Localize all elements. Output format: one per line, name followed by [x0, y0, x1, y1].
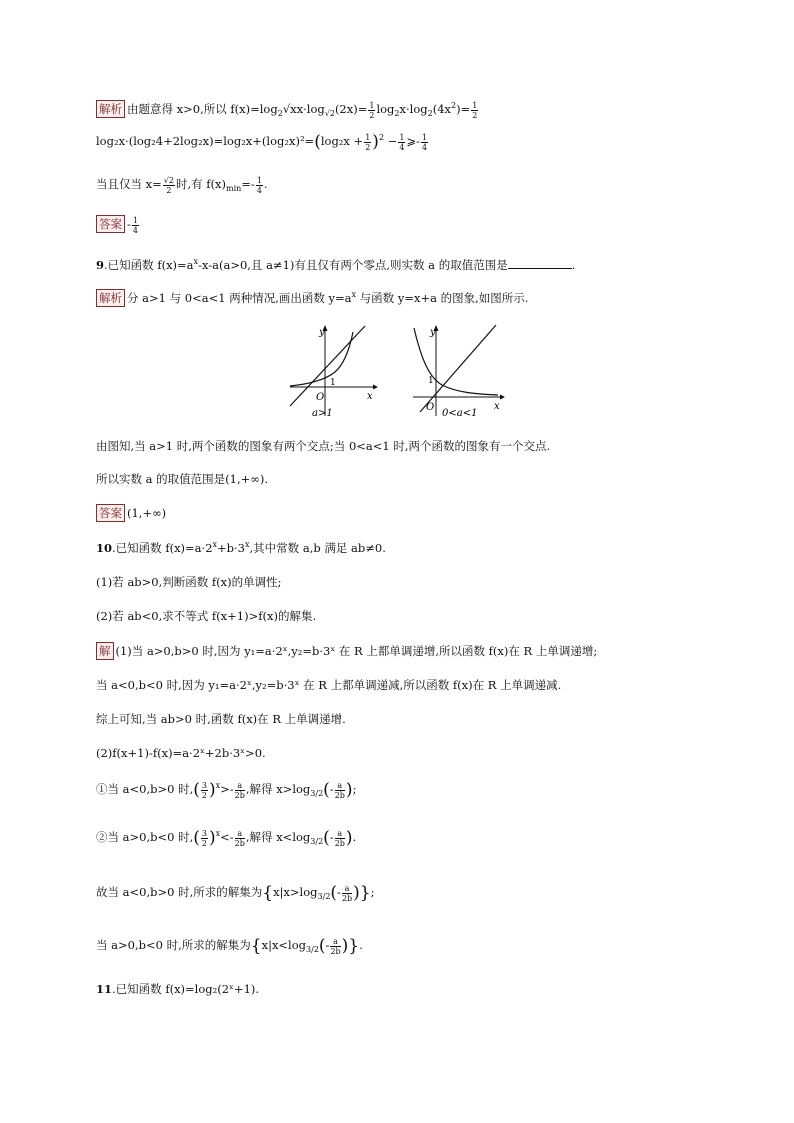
sol9-line2: 由图知,当 a>1 时,两个函数的图象有两个交点;当 0<a<1 时,两个函数的图象有一个交点.	[96, 439, 551, 453]
sol8-line3: 当且仅当 x= $\frac{√2}{2}$ 时,有 $f(x)_{min}=-$ $\frac{1}{4}$ .	[96, 175, 268, 195]
question-9-number: 9	[96, 258, 105, 272]
origin-label: O	[316, 392, 325, 403]
sol10-line6: ②当 a>0,b<0 时,( $\frac{3}{2}$ )$^x$<- $\frac{a}{2b}$ ,解得 $x<\log_{3/2}(-$ $\frac{a}{2b}$ ).	[96, 828, 357, 848]
sol9-line3: 所以实数 a 的取值范围是(1,+∞).	[96, 472, 268, 486]
svg-text:O: O	[426, 402, 435, 413]
sol8-l1-pre: 由题意得 x>0,所以 f(x)=log	[127, 102, 278, 116]
question-10-number: 10	[96, 541, 113, 555]
graph-a-greater-1	[285, 322, 380, 422]
solution-tag: 解	[96, 642, 114, 660]
svg-text:1: 1	[428, 376, 434, 386]
question-11: 11.已知函数 f(x)=log₂(2ˣ+1).	[96, 982, 260, 996]
question-11-number: 11	[96, 982, 113, 996]
graph-a-between-0-1	[408, 322, 508, 422]
svg-text:y: y	[430, 327, 436, 338]
graph1-caption: a>1	[312, 408, 333, 419]
answer-tag: 答案	[96, 504, 125, 522]
sol10-line2: 当 a<0,b<0 时,因为 y₁=a·2ˣ,y₂=b·3ˣ 在 R 上都单调递减,所以函数 f(x)在 R 上单调递减.	[96, 678, 562, 692]
question-10-part1: (1)若 ab>0,判断函数 f(x)的单调性;	[96, 575, 282, 589]
svg-text:x: x	[494, 401, 500, 412]
one-label: 1	[330, 378, 336, 388]
axis-x-label: x	[367, 391, 373, 402]
sol10-line7: 故当 a<0,b>0 时,所求的解集为{$x|x>\log_{3/2}(-$ $\frac{a}{2b}$ )};	[96, 883, 375, 903]
sol10-line8: 当 a>0,b<0 时,所求的解集为{$x|x<\log_{3/2}(-$ $\frac{a}{2b}$ )}.	[96, 936, 363, 956]
sol10-line4: (2)f(x+1)-f(x)=a·2ˣ+2b·3ˣ>0.	[96, 746, 266, 760]
axis-y-label: y	[319, 327, 325, 338]
answer-9: 答案 (1,+∞)	[96, 504, 704, 522]
answer-tag: 答案	[96, 215, 125, 233]
sol10-line5: ①当 a<0,b>0 时,( $\frac{3}{2}$ )$^x$>- $\frac{a}{2b}$ ,解得 $x>\log_{3/2}(-$ $\frac{a}{2b}$ );	[96, 780, 357, 800]
analysis-tag: 解析	[96, 100, 125, 118]
analysis-tag: 解析	[96, 289, 125, 307]
graph2-caption: 0<a<1	[442, 408, 478, 419]
question-9: 9.已知函数 $f(x)=a^x-x-a(a>0$,且 a≠1)有且仅有两个零点,则实数 a 的取值范围是 .	[96, 257, 576, 272]
sol10-line3: 综上可知,当 ab>0 时,函数 f(x)在 R 上单调递增.	[96, 712, 346, 726]
sol8-line2: log₂x·(log₂4+2log₂x)=log₂x+(log₂x)²=(log₂x + $\frac{1}{2}$ )$^2$ − $\frac{1}{4}$ ⩾- $\frac{1}{4}$	[96, 132, 428, 152]
question-10-part2: (2)若 ab<0,求不等式 f(x+1)>f(x)的解集.	[96, 609, 317, 623]
answer-8: 答案 - $\frac{1}{4}$	[96, 215, 704, 235]
sol9-line1: 解析 分 a>1 与 0<a<1 两种情况,画出函数 $y=a^x$ 与函数 y=x+a 的图象,如图所示.	[96, 289, 704, 307]
answer-blank[interactable]	[508, 256, 572, 269]
sol10-line1: 解 (1)当 a>0,b>0 时,因为 y₁=a·2ˣ,y₂=b·3ˣ 在 R 上都单调递增,所以函数 f(x)在 R 上单调递增;	[96, 642, 704, 660]
sol8-line1: 解析 由题意得 x>0,所以 $f(x)=\log_2√xx\cdot\log_{√2}(2x)=$ $\frac{1}{2}$ $\log_2x\cdot\log_2(4x^2)=$ $\frac{1}{2}$	[96, 100, 704, 120]
question-10: 10.已知函数 $f(x)=a\cdot 2^x+b\cdot 3^x$,其中常数 a,b 满足 ab≠0.	[96, 540, 386, 555]
